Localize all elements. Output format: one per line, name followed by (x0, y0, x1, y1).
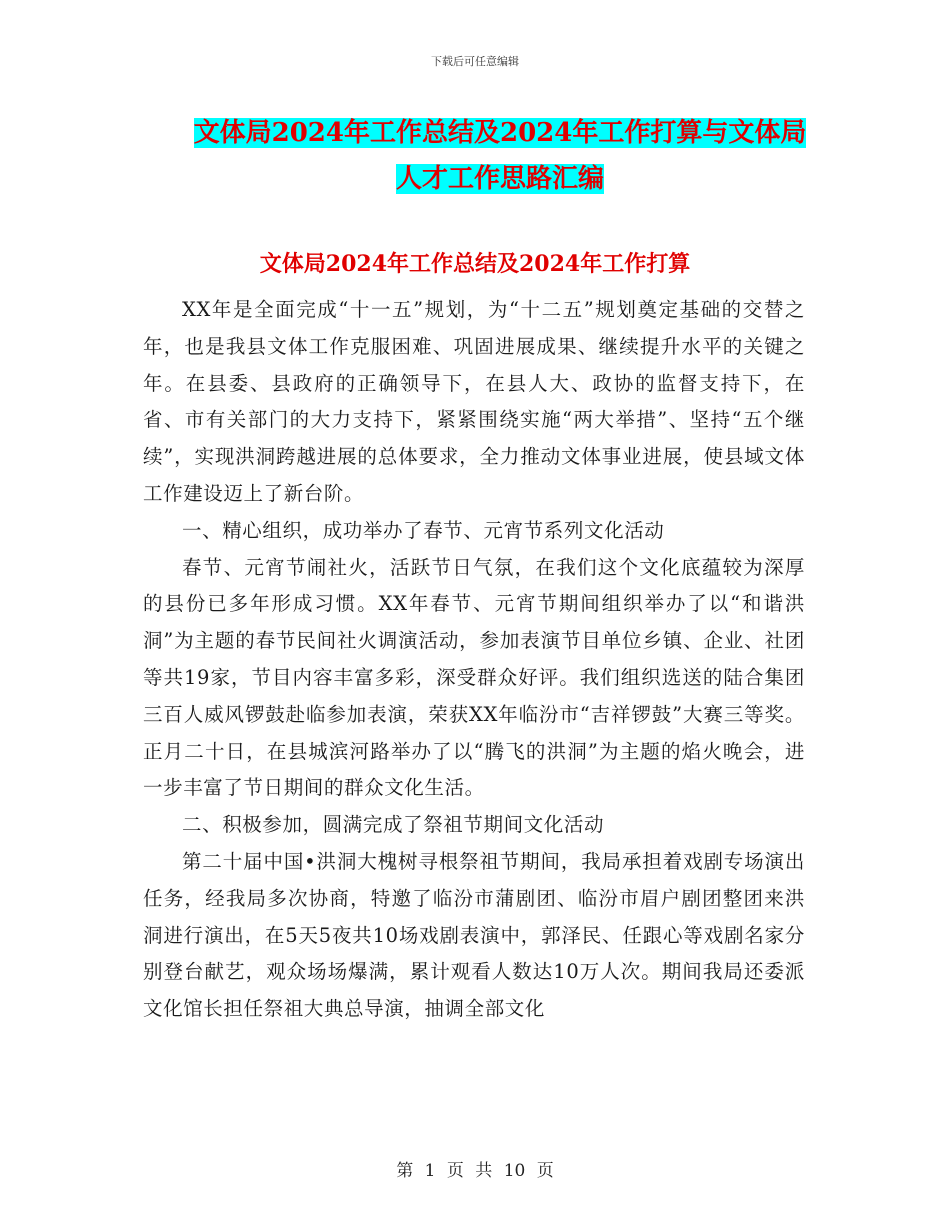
document-title-line-2: 人才工作思路汇编 (395, 164, 604, 194)
section-title: 文体局2024年工作总结及2024年工作打算 (259, 251, 691, 277)
page-number-footer: 第 1 页 共 10 页 (396, 1161, 554, 1181)
paragraph-heading-1: 一、精心组织，成功举办了春节、元宵节系列文化活动 (182, 518, 665, 542)
paragraph-spring-festival: 春节、元宵节闹社火，活跃节日气氛，在我们这个文化底蕴较为深厚的县份已多年形成习惯。XX年春节、元宵节期间组织举办了以“和谐洪洞”为主题的春节民间社火调演活动，参加表演节目单位乡镇、企业、社团等共19家，节目内容丰富多彩，深受群众好评。我们组织选送的陆合集团三百人威风锣鼓赴临参加表演，荣获XX年临汾市“吉祥锣鼓”大赛三等奖。正月二十日，在县城滨河路举办了以“腾飞的洪洞”为主题的焰火晚会，进一步丰富了节日期间的群众文化生活。 (143, 555, 805, 800)
document-title-line-1: 文体局2024年工作总结及2024年工作打算与文体局 (193, 118, 807, 148)
document-body (143, 292, 805, 1028)
page-header-note: 下载后可任意编辑 (431, 55, 519, 68)
paragraph-heading-2: 二、积极参加，圆满完成了祭祖节期间文化活动 (182, 813, 605, 837)
paragraph-ancestor-festival: 第二十届中国•洪洞大槐树寻根祭祖节期间，我局承担着戏剧专场演出任务，经我局多次协商，特邀了临汾市蒲剧团、临汾市眉户剧团整团来洪洞进行演出，在5天5夜共10场戏剧表演中，郭泽民、任跟心等戏剧名家分别登台献艺，观众场场爆满，累计观看人数达10万人次。期间我局还委派文化馆长担任祭祖大典总导演，抽调全部文化 (143, 849, 805, 1021)
paragraph-intro: XX年是全面完成“十一五”规划，为“十二五”规划奠定基础的交替之年，也是我县文体工作克服困难、巩固进展成果、继续提升水平的关键之年。在县委、县政府的正确领导下，在县人大、政协的监督支持下，在省、市有关部门的大力支持下，紧紧围绕实施“两大举措”、坚持“五个继续”，实现洪洞跨越进展的总体要求，全力推动文体事业进展，使县域文体工作建设迈上了新台阶。 (143, 298, 805, 505)
document-title (140, 110, 860, 202)
